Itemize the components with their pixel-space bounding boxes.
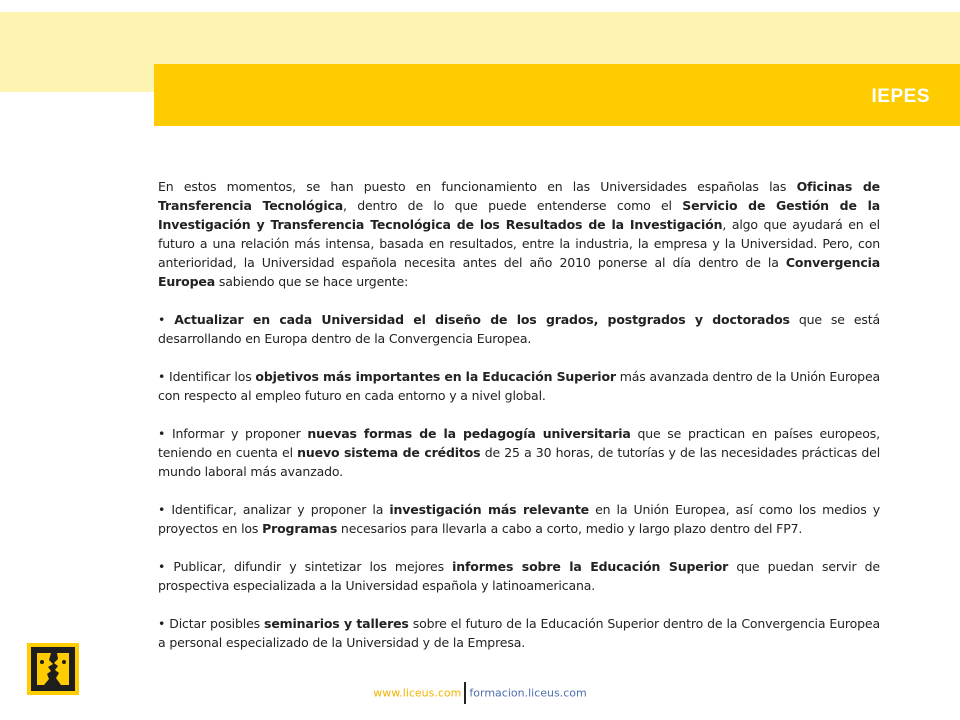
bullet-bold: objetivos más importantes en la Educación Superior [255, 369, 616, 384]
intro-text-2: , dentro de lo que puede entenderse como el [343, 198, 683, 213]
intro-text-3: , algo que ayudará en el futuro a una relación más intensa, basada en resultados, entre la industria, la empresa y la Universidad. Pero, con anterioridad, la Universidad española necesita antes del año 2010 ponerse al día dentro de la [158, 217, 881, 270]
bullet-text: • Dictar posibles [158, 616, 265, 631]
bullet-item [158, 614, 880, 652]
document-body [158, 177, 880, 671]
page-title: IEPES [871, 86, 930, 107]
bullet-text: necesarios para llevarla a cabo a corto, medio y largo plazo dentro del FP7. [337, 521, 803, 536]
bullet-item [158, 367, 880, 405]
bullet-text: • Identificar, analizar y proponer la [158, 502, 390, 517]
formacion-link[interactable]: formacion.liceus.com [469, 686, 587, 700]
bullet-text: • Informar y proponer [158, 426, 308, 441]
bullet-text: • Publicar, difundir y sintetizar los mejores [158, 559, 453, 574]
header-title-band [154, 64, 960, 126]
bullet-text: que puedan servir de prospectiva especializada a la Universidad española y latinoamericana. [158, 559, 880, 593]
intro-text-4: sabiendo que se hace urgente: [215, 274, 409, 289]
bullet-bold: Actualizar en cada Universidad el diseño de los grados, postgrados y doctorados [174, 312, 790, 327]
bullet-text: que se practican en países europeos, teniendo en cuenta el [158, 426, 880, 460]
intro-bold-2: Servicio de Gestión de la Investigación y Transferencia Tecnológica de los Resultados de la Investigación [158, 198, 880, 232]
bullet-bold: Programas [262, 521, 338, 536]
bullet-bold: informes sobre la Educación Superior [452, 559, 729, 574]
footer-separator [464, 682, 466, 704]
bullet-item [158, 424, 880, 481]
bullet-bold: nuevas formas de la pedagogía universitaria [307, 426, 631, 441]
bullet-bold: nuevo sistema de créditos [297, 445, 481, 460]
bullet-item [158, 310, 880, 348]
bullet-text: • [158, 312, 175, 327]
bullet-text: en la Unión Europea, así como los medios y proyectos en los [158, 502, 880, 536]
bullet-item [158, 557, 880, 595]
intro-paragraph [158, 177, 880, 291]
bullet-text: de 25 a 30 horas, de tutorías y de las necesidades prácticas del mundo laboral más avanzado. [158, 445, 881, 479]
bullet-text: que se está desarrollando en Europa dentro de la Convergencia Europea. [158, 312, 880, 346]
bullet-text: más avanzada dentro de la Unión Europea con respecto al empleo futuro en cada entorno y a nivel global. [158, 369, 880, 403]
intro-bold-3: Convergencia Europea [158, 255, 880, 289]
bullet-bold: investigación más relevante [389, 502, 589, 517]
intro-text-1: En estos momentos, se han puesto en funcionamiento en las Universidades españolas las [158, 179, 797, 194]
bullet-text: • Identificar los [158, 369, 256, 384]
intro-bold-1: Oficinas de Transferencia Tecnológica [158, 179, 880, 213]
footer [0, 682, 960, 708]
bullet-text: sobre el futuro de la Educación Superior dentro de la Convergencia Europea a personal especializado de la Universidad y de la Empresa. [158, 616, 880, 650]
liceus-link[interactable]: www.liceus.com [373, 686, 462, 700]
bullet-bold: seminarios y talleres [264, 616, 409, 631]
bullet-item [158, 500, 880, 538]
